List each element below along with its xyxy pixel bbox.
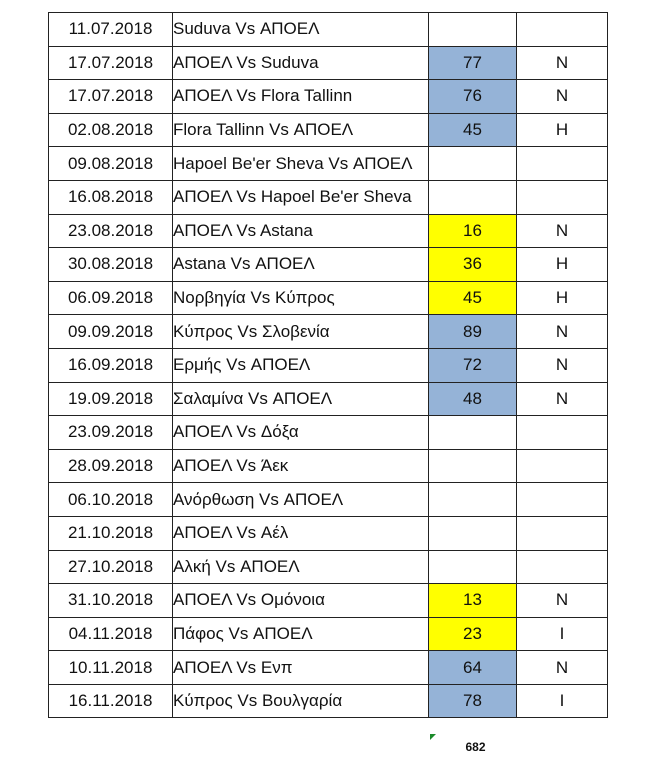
date-cell[interactable]: 04.11.2018 — [49, 617, 173, 651]
result-cell[interactable] — [517, 180, 608, 214]
date-cell[interactable]: 28.09.2018 — [49, 449, 173, 483]
match-cell[interactable]: ΑΠΟΕΛ Vs Hapoel Be'er Sheva — [173, 180, 429, 214]
result-cell[interactable]: N — [517, 348, 608, 382]
score-cell[interactable] — [429, 13, 517, 47]
match-cell[interactable]: ΑΠΟΕΛ Vs Ομόνοια — [173, 584, 429, 618]
table-row — [49, 516, 608, 550]
match-cell[interactable]: Hapoel Be'er Sheva Vs ΑΠΟΕΛ — [173, 147, 429, 181]
score-cell[interactable]: 16 — [429, 214, 517, 248]
match-cell[interactable]: Σαλαμίνα Vs ΑΠΟΕΛ — [173, 382, 429, 416]
score-cell[interactable]: 78 — [429, 684, 517, 718]
date-cell[interactable]: 30.08.2018 — [49, 248, 173, 282]
matches-table-body — [49, 13, 608, 718]
date-cell[interactable]: 17.07.2018 — [49, 46, 173, 80]
table-row — [49, 315, 608, 349]
table-row — [49, 483, 608, 517]
score-cell[interactable] — [429, 483, 517, 517]
date-cell[interactable]: 31.10.2018 — [49, 584, 173, 618]
table-row — [49, 46, 608, 80]
score-cell[interactable]: 36 — [429, 248, 517, 282]
score-cell[interactable]: 45 — [429, 281, 517, 315]
result-cell[interactable] — [517, 516, 608, 550]
result-cell[interactable] — [517, 13, 608, 47]
result-cell[interactable]: N — [517, 214, 608, 248]
match-cell[interactable]: Ερμής Vs ΑΠΟΕΛ — [173, 348, 429, 382]
table-row — [49, 382, 608, 416]
date-cell[interactable]: 06.09.2018 — [49, 281, 173, 315]
result-cell[interactable]: I — [517, 617, 608, 651]
score-cell[interactable] — [429, 180, 517, 214]
score-cell[interactable] — [429, 550, 517, 584]
date-cell[interactable]: 09.09.2018 — [49, 315, 173, 349]
table-row — [49, 281, 608, 315]
result-cell[interactable] — [517, 550, 608, 584]
match-cell[interactable]: ΑΠΟΕΛ Vs Suduva — [173, 46, 429, 80]
date-cell[interactable]: 09.08.2018 — [49, 147, 173, 181]
match-cell[interactable]: ΑΠΟΕΛ Vs Astana — [173, 214, 429, 248]
result-cell[interactable]: N — [517, 315, 608, 349]
date-cell[interactable]: 02.08.2018 — [49, 113, 173, 147]
match-cell[interactable]: Ανόρθωση Vs ΑΠΟΕΛ — [173, 483, 429, 517]
table-row — [49, 416, 608, 450]
result-cell[interactable]: N — [517, 382, 608, 416]
result-cell[interactable]: N — [517, 80, 608, 114]
date-cell[interactable]: 19.09.2018 — [49, 382, 173, 416]
table-row — [49, 550, 608, 584]
table-row — [49, 449, 608, 483]
score-cell[interactable]: 76 — [429, 80, 517, 114]
match-cell[interactable]: Κύπρος Vs Βουλγαρία — [173, 684, 429, 718]
match-cell[interactable]: Suduva Vs ΑΠΟΕΛ — [173, 13, 429, 47]
table-row — [49, 13, 608, 47]
score-cell[interactable]: 72 — [429, 348, 517, 382]
table-row — [49, 584, 608, 618]
match-cell[interactable]: Astana Vs ΑΠΟΕΛ — [173, 248, 429, 282]
match-cell[interactable]: Κύπρος Vs Σλοβενία — [173, 315, 429, 349]
table-row — [49, 214, 608, 248]
result-cell[interactable] — [517, 449, 608, 483]
score-total: 682 — [465, 740, 486, 754]
score-cell[interactable]: 13 — [429, 584, 517, 618]
match-cell[interactable]: Πάφος Vs ΑΠΟΕΛ — [173, 617, 429, 651]
date-cell[interactable]: 06.10.2018 — [49, 483, 173, 517]
result-cell[interactable]: H — [517, 113, 608, 147]
match-cell[interactable]: ΑΠΟΕΛ Vs Δόξα — [173, 416, 429, 450]
table-row — [49, 617, 608, 651]
match-cell[interactable]: Αλκή Vs ΑΠΟΕΛ — [173, 550, 429, 584]
match-cell[interactable]: ΑΠΟΕΛ Vs Flora Tallinn — [173, 80, 429, 114]
date-cell[interactable]: 21.10.2018 — [49, 516, 173, 550]
score-cell[interactable]: 89 — [429, 315, 517, 349]
score-cell[interactable]: 64 — [429, 651, 517, 685]
match-cell[interactable]: ΑΠΟΕΛ Vs Αέλ — [173, 516, 429, 550]
score-cell[interactable] — [429, 449, 517, 483]
matches-table — [48, 12, 608, 718]
result-cell[interactable]: N — [517, 584, 608, 618]
table-row — [49, 147, 608, 181]
table-row — [49, 113, 608, 147]
table-row — [49, 248, 608, 282]
result-cell[interactable] — [517, 147, 608, 181]
result-cell[interactable] — [517, 483, 608, 517]
score-cell[interactable]: 23 — [429, 617, 517, 651]
date-cell[interactable]: 16.08.2018 — [49, 180, 173, 214]
date-cell[interactable]: 10.11.2018 — [49, 651, 173, 685]
score-cell[interactable]: 77 — [429, 46, 517, 80]
score-cell[interactable] — [429, 516, 517, 550]
table-row — [49, 180, 608, 214]
table-row — [49, 80, 608, 114]
table-row — [49, 684, 608, 718]
result-cell[interactable]: H — [517, 281, 608, 315]
score-cell[interactable]: 48 — [429, 382, 517, 416]
match-cell[interactable]: Flora Tallinn Vs ΑΠΟΕΛ — [173, 113, 429, 147]
date-cell[interactable]: 16.09.2018 — [49, 348, 173, 382]
result-cell[interactable]: I — [517, 684, 608, 718]
match-cell[interactable]: Νορβηγία Vs Κύπρος — [173, 281, 429, 315]
score-cell[interactable] — [429, 147, 517, 181]
table-row — [49, 348, 608, 382]
result-cell[interactable]: N — [517, 651, 608, 685]
date-cell[interactable]: 16.11.2018 — [49, 684, 173, 718]
match-cell[interactable]: ΑΠΟΕΛ Vs Άεκ — [173, 449, 429, 483]
result-cell[interactable] — [517, 416, 608, 450]
date-cell[interactable]: 27.10.2018 — [49, 550, 173, 584]
date-cell[interactable]: 23.09.2018 — [49, 416, 173, 450]
table-row — [49, 651, 608, 685]
match-cell[interactable]: ΑΠΟΕΛ Vs Ενπ — [173, 651, 429, 685]
score-cell[interactable] — [429, 416, 517, 450]
score-cell[interactable]: 45 — [429, 113, 517, 147]
result-cell[interactable]: N — [517, 46, 608, 80]
result-cell[interactable]: H — [517, 248, 608, 282]
date-cell[interactable]: 17.07.2018 — [49, 80, 173, 114]
date-cell[interactable]: 11.07.2018 — [49, 13, 173, 47]
date-cell[interactable]: 23.08.2018 — [49, 214, 173, 248]
